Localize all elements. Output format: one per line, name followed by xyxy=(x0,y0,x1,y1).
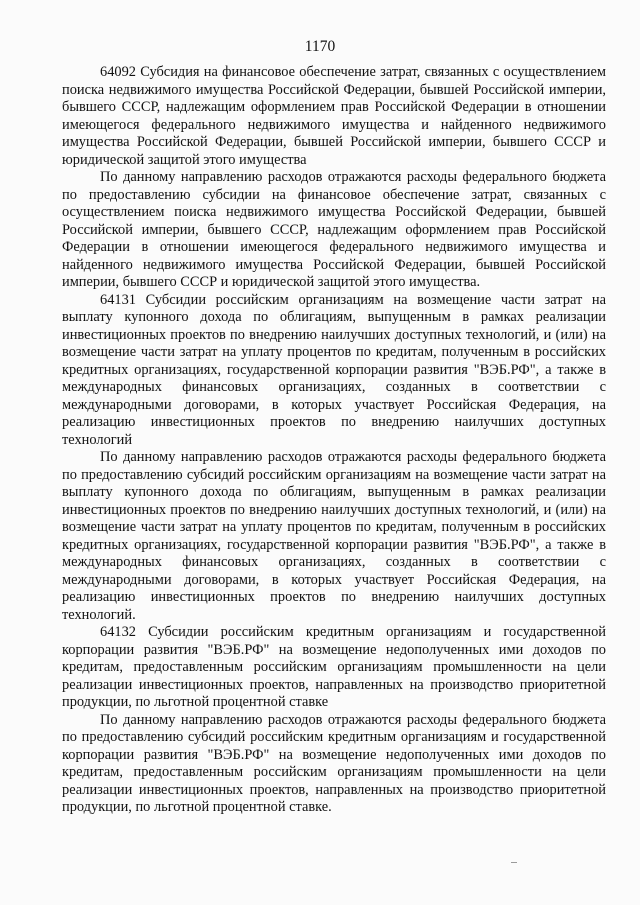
page-number: 1170 xyxy=(304,38,336,55)
paragraph-64092-description: По данному направлению расходов отражаются расходы федерального бюджета по предоставлению субсидии на финансовое обеспечение затрат, связанных с осуществлением поиска недвижимого имущества Российской Федерации, бывшей Российской империи, бывшего СССР, надлежащим оформлением прав Российской Федерации в отношении имеющегося федерального недвижимого имущества и найденного недвижимого имущества Российской Федерации, бывшей Российской империи, бывшего СССР и юридической защитой этого имущества. xyxy=(62,169,606,290)
scan-mark xyxy=(511,862,517,863)
paragraph-64131-description: По данному направлению расходов отражаются расходы федерального бюджета по предоставлению субсидий российским организациям на возмещение части затрат на выплату купонного дохода по облигациям, выпущенным в рамках реализации инвестиционных проектов по внедрению наилучших доступных технологий, и (или) на возмещение части затрат на уплату процентов по кредитам, полученным в российских кредитных организациях, государственной корпорации развития "ВЭБ.РФ", а также в международных финансовых организациях, созданных в соответствии с международными договорами, в которых участвует Российская Федерация, на реализацию инвестиционных проектов по внедрению наилучших доступных технологий. xyxy=(62,449,606,623)
paragraph-64131-title: 64131 Субсидии российским организациям на возмещение части затрат на выплату купонного дохода по облигациям, выпущенным в рамках реализации инвестиционных проектов по внедрению наилучших доступных технологий, и (или) на возмещение части затрат на уплату процентов по кредитам, полученным в российских кредитных организациях, государственной корпорации развития "ВЭБ.РФ", а также в международных финансовых организациях, созданных в соответствии с международными договорами, в которых участвует Российская Федерация, на реализацию инвестиционных проектов по внедрению наилучших доступных технологий xyxy=(62,291,606,448)
paragraph-64092-title: 64092 Субсидия на финансовое обеспечение затрат, связанных с осуществлением поиска недвижимого имущества Российской Федерации, бывшей Российской империи, бывшего СССР, надлежащим оформлением прав Российской Федерации в отношении имеющегося федерального недвижимого имущества и найденного недвижимого имущества Российской Федерации, бывшей Российской империи, бывшего СССР и юридической защитой этого имущества xyxy=(62,64,606,168)
paragraph-64132-description: По данному направлению расходов отражаются расходы федерального бюджета по предоставлению субсидий российским кредитным организациям и государственной корпорации развития "ВЭБ.РФ" на возмещение недополученных ими доходов по кредитам, предоставленным российским организациям промышленности на цели реализации инвестиционных проектов, направленных на производство приоритетной продукции, по льготной процентной ставке. xyxy=(62,711,606,815)
document-body xyxy=(62,64,606,817)
paragraph-64132-title: 64132 Субсидии российским кредитным организациям и государственной корпорации развития "ВЭБ.РФ" на возмещение недополученных ими доходов по кредитам, предоставленным российским организациям промышленности на цели реализации инвестиционных проектов, направленных на производство приоритетной продукции, по льготной процентной ставке xyxy=(62,624,606,710)
